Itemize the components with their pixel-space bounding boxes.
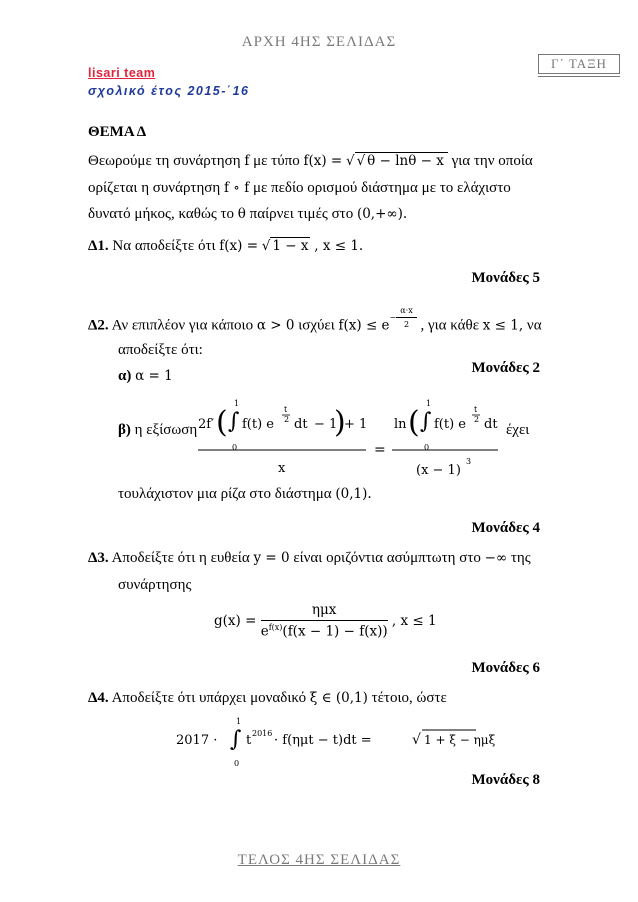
svg-text:=: = — [374, 442, 386, 458]
svg-text:f(t) e: f(t) e — [434, 417, 467, 432]
question-d2-line-1: Δ2. Αν επιπλέον για κάποιο α > 0 ισχύει $f(x) \le e^{- \frac{\alpha\cdot x}{2}}$ , για κάθε x ≤ 1, να — [88, 306, 542, 334]
marks-d3: Μονάδες 6 — [471, 660, 540, 676]
svg-text:ln: ln — [394, 417, 407, 432]
question-d3-line-2: συνάρτησης — [118, 577, 192, 593]
svg-text:t: t — [284, 405, 288, 414]
svg-text:2016: 2016 — [252, 729, 273, 738]
marks-d2a: Μονάδες 2 — [471, 360, 540, 376]
theme-title: ΘΕΜΑ Δ — [88, 124, 147, 140]
part-b-after: έχει — [506, 422, 530, 438]
question-d4-line-1: Δ4. Αποδείξτε ότι υπάρχει μοναδικό ξ ∈ (0,1) τέτοιο, ώστε — [88, 690, 447, 706]
svg-text:t: t — [474, 405, 478, 414]
svg-text:(x − 1): (x − 1) — [416, 463, 461, 478]
svg-text:2: 2 — [474, 415, 480, 424]
svg-text:2017 ·: 2017 · — [176, 733, 218, 748]
svg-text:+ 1: + 1 — [344, 417, 368, 432]
marks-d1: Μονάδες 5 — [471, 270, 540, 286]
class-label: Γ΄ ΤΑΞΗ — [538, 54, 620, 74]
equation-d4 — [176, 712, 496, 768]
svg-text:(: ( — [408, 405, 420, 440]
svg-text:1: 1 — [234, 399, 240, 408]
svg-text:∫: ∫ — [420, 409, 432, 434]
svg-text:· f(ημt − t)dt =: · f(ημt − t)dt = — [274, 733, 372, 748]
svg-text:1: 1 — [236, 717, 242, 726]
svg-text:1 + ξ − ημξ: 1 + ξ − ημξ — [424, 733, 496, 747]
question-d1: Δ1. Να αποδείξτε ότι f(x) = √ 1 − x , x ≤ 1. — [88, 238, 364, 254]
svg-text:0: 0 — [234, 759, 240, 768]
part-b-line-2: τουλάχιστον μια ρίζα στο διάστημα (0,1). — [118, 486, 372, 502]
question-d2-line-2: αποδείξτε ότι: — [118, 342, 203, 358]
equation-b — [198, 390, 498, 482]
svg-text:1: 1 — [426, 399, 432, 408]
svg-text:t: t — [246, 733, 252, 748]
svg-text:− 1: − 1 — [314, 417, 338, 432]
svg-text:0: 0 — [424, 443, 430, 452]
svg-text:dt: dt — [294, 417, 308, 432]
svg-text:(: ( — [216, 405, 228, 440]
svg-text:2f′: 2f′ — [198, 417, 215, 432]
intro-line-2: ορίζεται η συνάρτηση f ∘ f με πεδίο ορισμού διάστημα με το ελάχιστο — [88, 180, 511, 196]
svg-text:): ) — [334, 405, 346, 440]
page-header: ΑΡΧΗ 4ΗΣ ΣΕΛΙΔΑΣ — [241, 34, 397, 50]
svg-text:dt: dt — [484, 417, 498, 432]
svg-text:f(t) e: f(t) e — [242, 417, 275, 432]
marks-d2b: Μονάδες 4 — [471, 520, 540, 536]
svg-text:√: √ — [412, 732, 421, 748]
svg-text:∫: ∫ — [228, 409, 240, 434]
svg-text:0: 0 — [232, 443, 238, 452]
school-year: σχολικό έτος 2015-΄16 — [88, 84, 250, 98]
intro-line-1: Θεωρούμε τη συνάρτηση f με τύπο f(x) = √ √ θ − lnθ − x για την οποία — [88, 153, 533, 169]
part-a: α) α = 1 — [118, 368, 173, 384]
svg-text:∫: ∫ — [230, 727, 242, 752]
intro-line-3: δυνατό μήκος, καθώς το θ παίρνει τιμές στο (0,+∞). — [88, 206, 408, 222]
svg-text:3: 3 — [466, 457, 472, 466]
function-g: g(x) = $\frac{\text{ημx}}{e^{f(x)}(f(x - 1) - f(x))}$ , x ≤ 1 — [214, 602, 437, 640]
question-d3-line-1: Δ3. Αποδείξτε ότι η ευθεία y = 0 είναι οριζόντια ασύμπτωτη στο −∞ της — [88, 550, 531, 566]
part-b-label: β) η εξίσωση — [118, 422, 198, 438]
page-footer: ΤΕΛΟΣ 4ΗΣ ΣΕΛΙΔΑΣ — [237, 852, 401, 868]
marks-d4: Μονάδες 8 — [471, 772, 540, 788]
svg-text:2: 2 — [284, 415, 290, 424]
team-name: lisari team — [88, 66, 156, 80]
svg-text:x: x — [278, 461, 286, 476]
